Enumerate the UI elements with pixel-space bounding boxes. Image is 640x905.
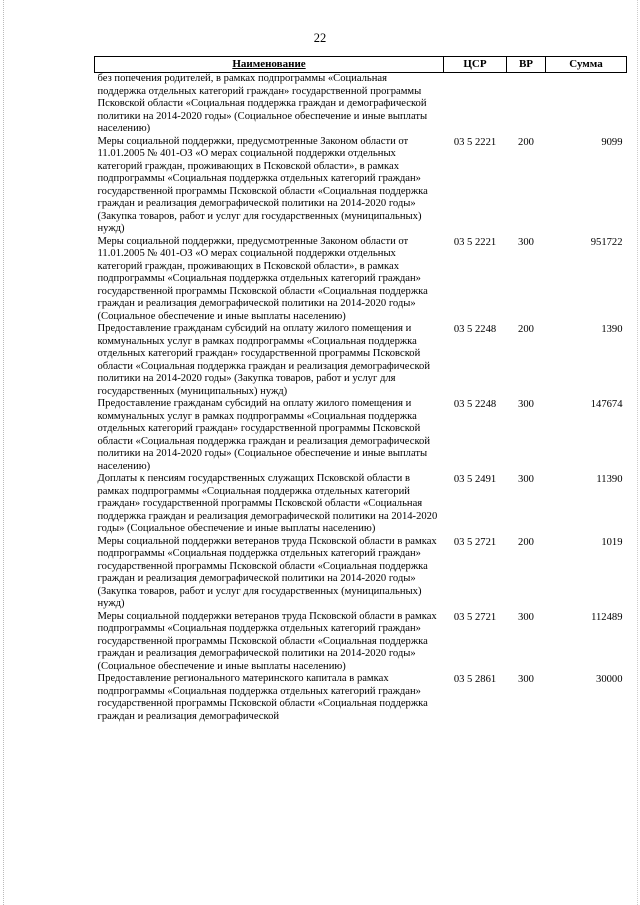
row-sum: 1390 <box>601 324 623 335</box>
row-name: Предоставление гражданам субсидий на оплату жилого помещения и коммунальных услуг в рамках подпрограммы «Социальная поддержка отдельных категорий граждан» государственной программы Псковской области «Социальная поддержка граждан и реализация демографической политики на 2014-2020 годы» (Социальное обеспечение и иные выплаты населению) <box>97 398 431 472</box>
row-vr: 200 <box>518 136 534 148</box>
row-sum: 1019 <box>601 536 623 548</box>
table-row <box>95 611 627 674</box>
row-csr: 03 5 2861 <box>453 674 497 685</box>
table-row <box>95 236 627 324</box>
header-sum: Сумма <box>546 57 627 73</box>
row-csr: 03 5 2721 <box>453 611 497 623</box>
row-vr: 300 <box>518 474 534 485</box>
header-csr: ЦСР <box>444 57 507 73</box>
row-csr: 03 5 2248 <box>453 324 497 335</box>
header-vr: ВР <box>507 57 546 73</box>
table-row <box>95 536 627 611</box>
row-sum: 11390 <box>596 474 623 485</box>
row-sum: 951722 <box>590 236 623 248</box>
row-sum: 147674 <box>590 399 623 410</box>
row-vr: 300 <box>518 399 534 410</box>
row-name: Меры социальной поддержки ветеранов труда Псковской области в рамках подпрограммы «Социальная поддержка отдельных категорий граждан» государственной программы Псковской области «Социальная поддержка граждан и реализация демографической политики на 2014-2020 годы» (Закупка товаров, работ и услуг для государственных (муниципальных) нужд) <box>97 535 437 609</box>
row-csr: 03 5 2248 <box>453 399 497 410</box>
table-row <box>95 473 627 536</box>
row-csr: 03 5 2491 <box>453 474 497 485</box>
table-row <box>95 323 627 398</box>
row-vr <box>507 73 546 136</box>
scan-edge-right <box>637 0 638 905</box>
table-row <box>95 136 627 236</box>
row-csr: 03 5 2721 <box>453 536 497 548</box>
table-row <box>95 673 627 723</box>
table-row <box>95 73 627 136</box>
row-vr: 200 <box>518 324 534 335</box>
row-vr: 300 <box>518 236 534 248</box>
row-name: Предоставление регионального материнского капитала в рамках подпрограммы «Социальная поддержка отдельных категорий граждан» государственной программы Псковской области «Социальная поддержка граждан и реализация демографической <box>97 673 428 722</box>
row-vr: 200 <box>518 536 534 548</box>
row-name: Предоставление гражданам субсидий на оплату жилого помещения и коммунальных услуг в рамках подпрограммы «Социальная поддержка отдельных категорий граждан» государственной программы Псковской области «Социальная поддержка граждан и реализация демографической политики на 2014-2020 годы» (Закупка товаров, работ и услуг для государственных (муниципальных) нужд) <box>97 323 431 397</box>
row-vr: 300 <box>518 674 534 685</box>
row-csr: 03 5 2221 <box>453 236 497 248</box>
row-sum: 30000 <box>596 674 623 685</box>
table-row <box>95 398 627 473</box>
row-csr <box>444 73 507 136</box>
page-number: 22 <box>313 31 327 45</box>
table-header-row <box>95 57 627 73</box>
row-sum: 112489 <box>591 611 623 623</box>
row-name: Меры социальной поддержки, предусмотренные Законом области от 11.01.2005 № 401-ОЗ «О мерах социальной поддержки отдельных категорий граждан, проживающих в Псковской области», в рамках подпрограммы «Социальная поддержка отдельных категорий граждан» государственной программы Псковской области «Социальная поддержка граждан и реализация демографической политики на 2014-2020 годы» (Закупка товаров, работ и услуг для государственных (муниципальных) нужд) <box>97 135 428 234</box>
row-vr: 300 <box>518 611 534 623</box>
row-name: Доплаты к пенсиям государственных служащих Псковской области в рамках подпрограммы «Социальная поддержка отдельных категорий граждан» государственной программы Псковской области «Социальная поддержка граждан и реализация демографической политики на 2014-2020 годы» (Социальное обеспечение и иные выплаты населению) <box>97 473 438 534</box>
row-name: Меры социальной поддержки ветеранов труда Псковской области в рамках подпрограммы «Социальная поддержка отдельных категорий граждан» государственной программы Псковской области «Социальная поддержка граждан и реализация демографической политики на 2014-2020 годы» (Социальное обеспечение и иные выплаты населению) <box>97 610 437 672</box>
row-name: без попечения родителей, в рамках подпрограммы «Социальная поддержка отдельных категорий граждан» государственной программы Псковской области «Социальная поддержка граждан и демографической политики на 2014-2020 годы» (Социальное обеспечение и иные выплаты населению) <box>97 73 428 134</box>
row-sum <box>546 73 627 136</box>
budget-table <box>94 56 627 723</box>
scan-edge-left <box>3 0 4 905</box>
row-csr: 03 5 2221 <box>453 136 497 148</box>
header-name: Наименование <box>95 57 444 73</box>
row-name: Меры социальной поддержки, предусмотренные Законом области от 11.01.2005 № 401-ОЗ «О мерах социальной поддержки отдельных категорий граждан, проживающих в Псковской области», в рамках подпрограммы «Социальная поддержка отдельных категорий граждан» государственной программы Псковской области «Социальная поддержка граждан и реализация демографической политики на 2014-2020 годы» (Социальное обеспечение и иные выплаты населению) <box>97 235 428 322</box>
row-sum: 9099 <box>601 136 623 148</box>
